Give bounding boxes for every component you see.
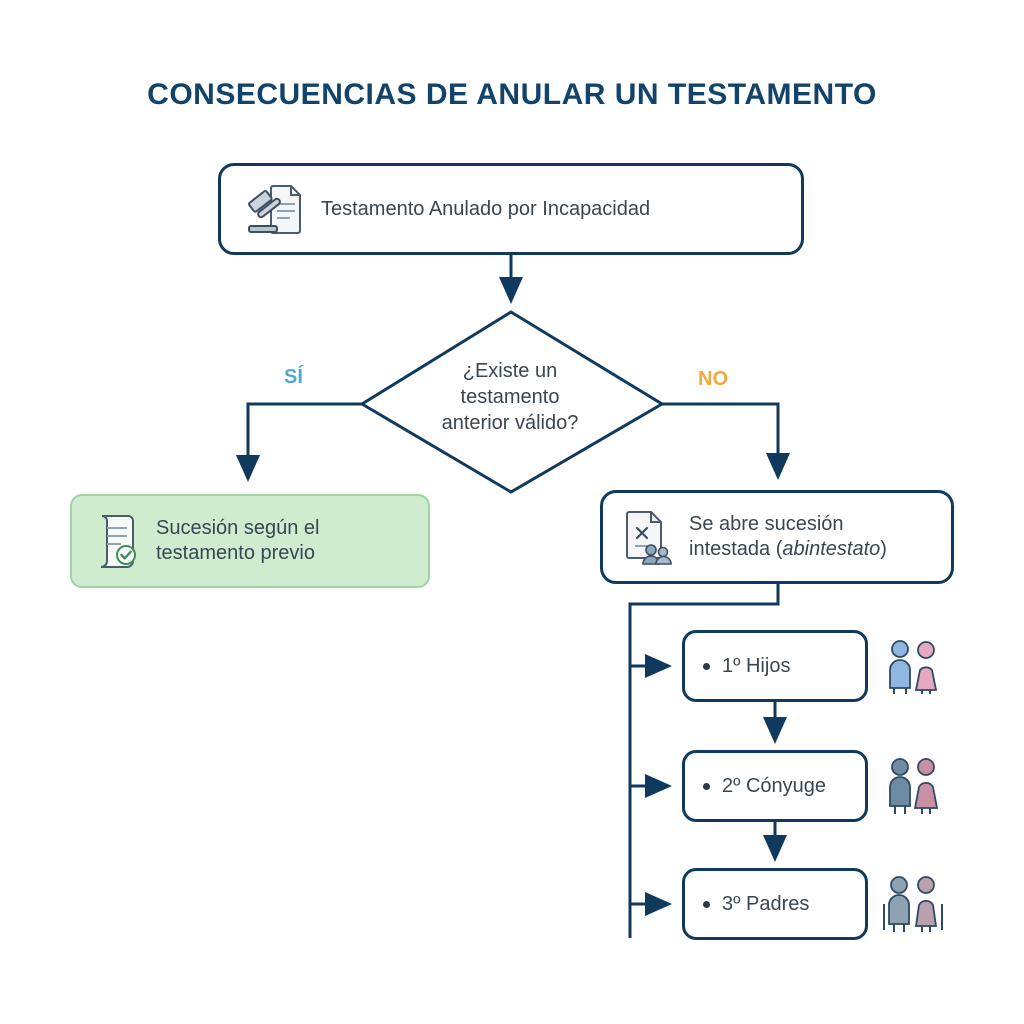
node-sucesion-testamento-previo-label: Sucesión según el testamento previo [156,517,320,564]
decision-node-label [398,358,622,436]
node-testamento-anulado-label: Testamento Anulado por Incapacidad [321,197,651,220]
gavel-document-icon [243,180,305,238]
couple-icon [880,756,946,816]
decision-line-2: testamento [460,386,560,408]
node-orden-2-conyuge[interactable] [682,750,868,822]
node-sucesion-intestada[interactable] [600,490,954,584]
bullet-icon [703,901,710,908]
node-testamento-anulado[interactable] [218,163,804,255]
page-title: CONSECUENCIAS DE ANULAR UN TESTAMENTO [147,78,877,111]
node-orden-3-padres[interactable] [682,868,868,940]
node-sucesion-intestada-text1: Se abre sucesión [689,513,844,535]
decision-line-1: ¿Existe un [462,360,558,382]
node-sucesion-intestada-text2: intestada ( [689,538,783,560]
scroll-check-icon [88,510,144,572]
decision-line-3: anterior válido? [441,412,579,434]
node-orden-2-label: 2º Cónyuge [722,774,827,797]
node-sucesion-intestada-italic: abintestato [782,538,881,560]
children-icon [880,636,946,696]
bullet-icon [703,663,710,670]
bullet-icon [703,783,710,790]
branch-label-no: NO [698,368,728,390]
node-sucesion-testamento-previo[interactable] [70,494,430,588]
node-orden-3-label: 3º Padres [722,892,810,915]
branch-label-yes: SÍ [284,366,303,388]
node-sucesion-intestada-text3: ) [880,538,887,560]
document-x-people-icon [619,506,677,568]
elderly-parents-icon [880,874,946,934]
node-orden-1-label: 1º Hijos [722,654,791,677]
node-sucesion-intestada-label [689,512,887,562]
node-orden-1-hijos[interactable] [682,630,868,702]
